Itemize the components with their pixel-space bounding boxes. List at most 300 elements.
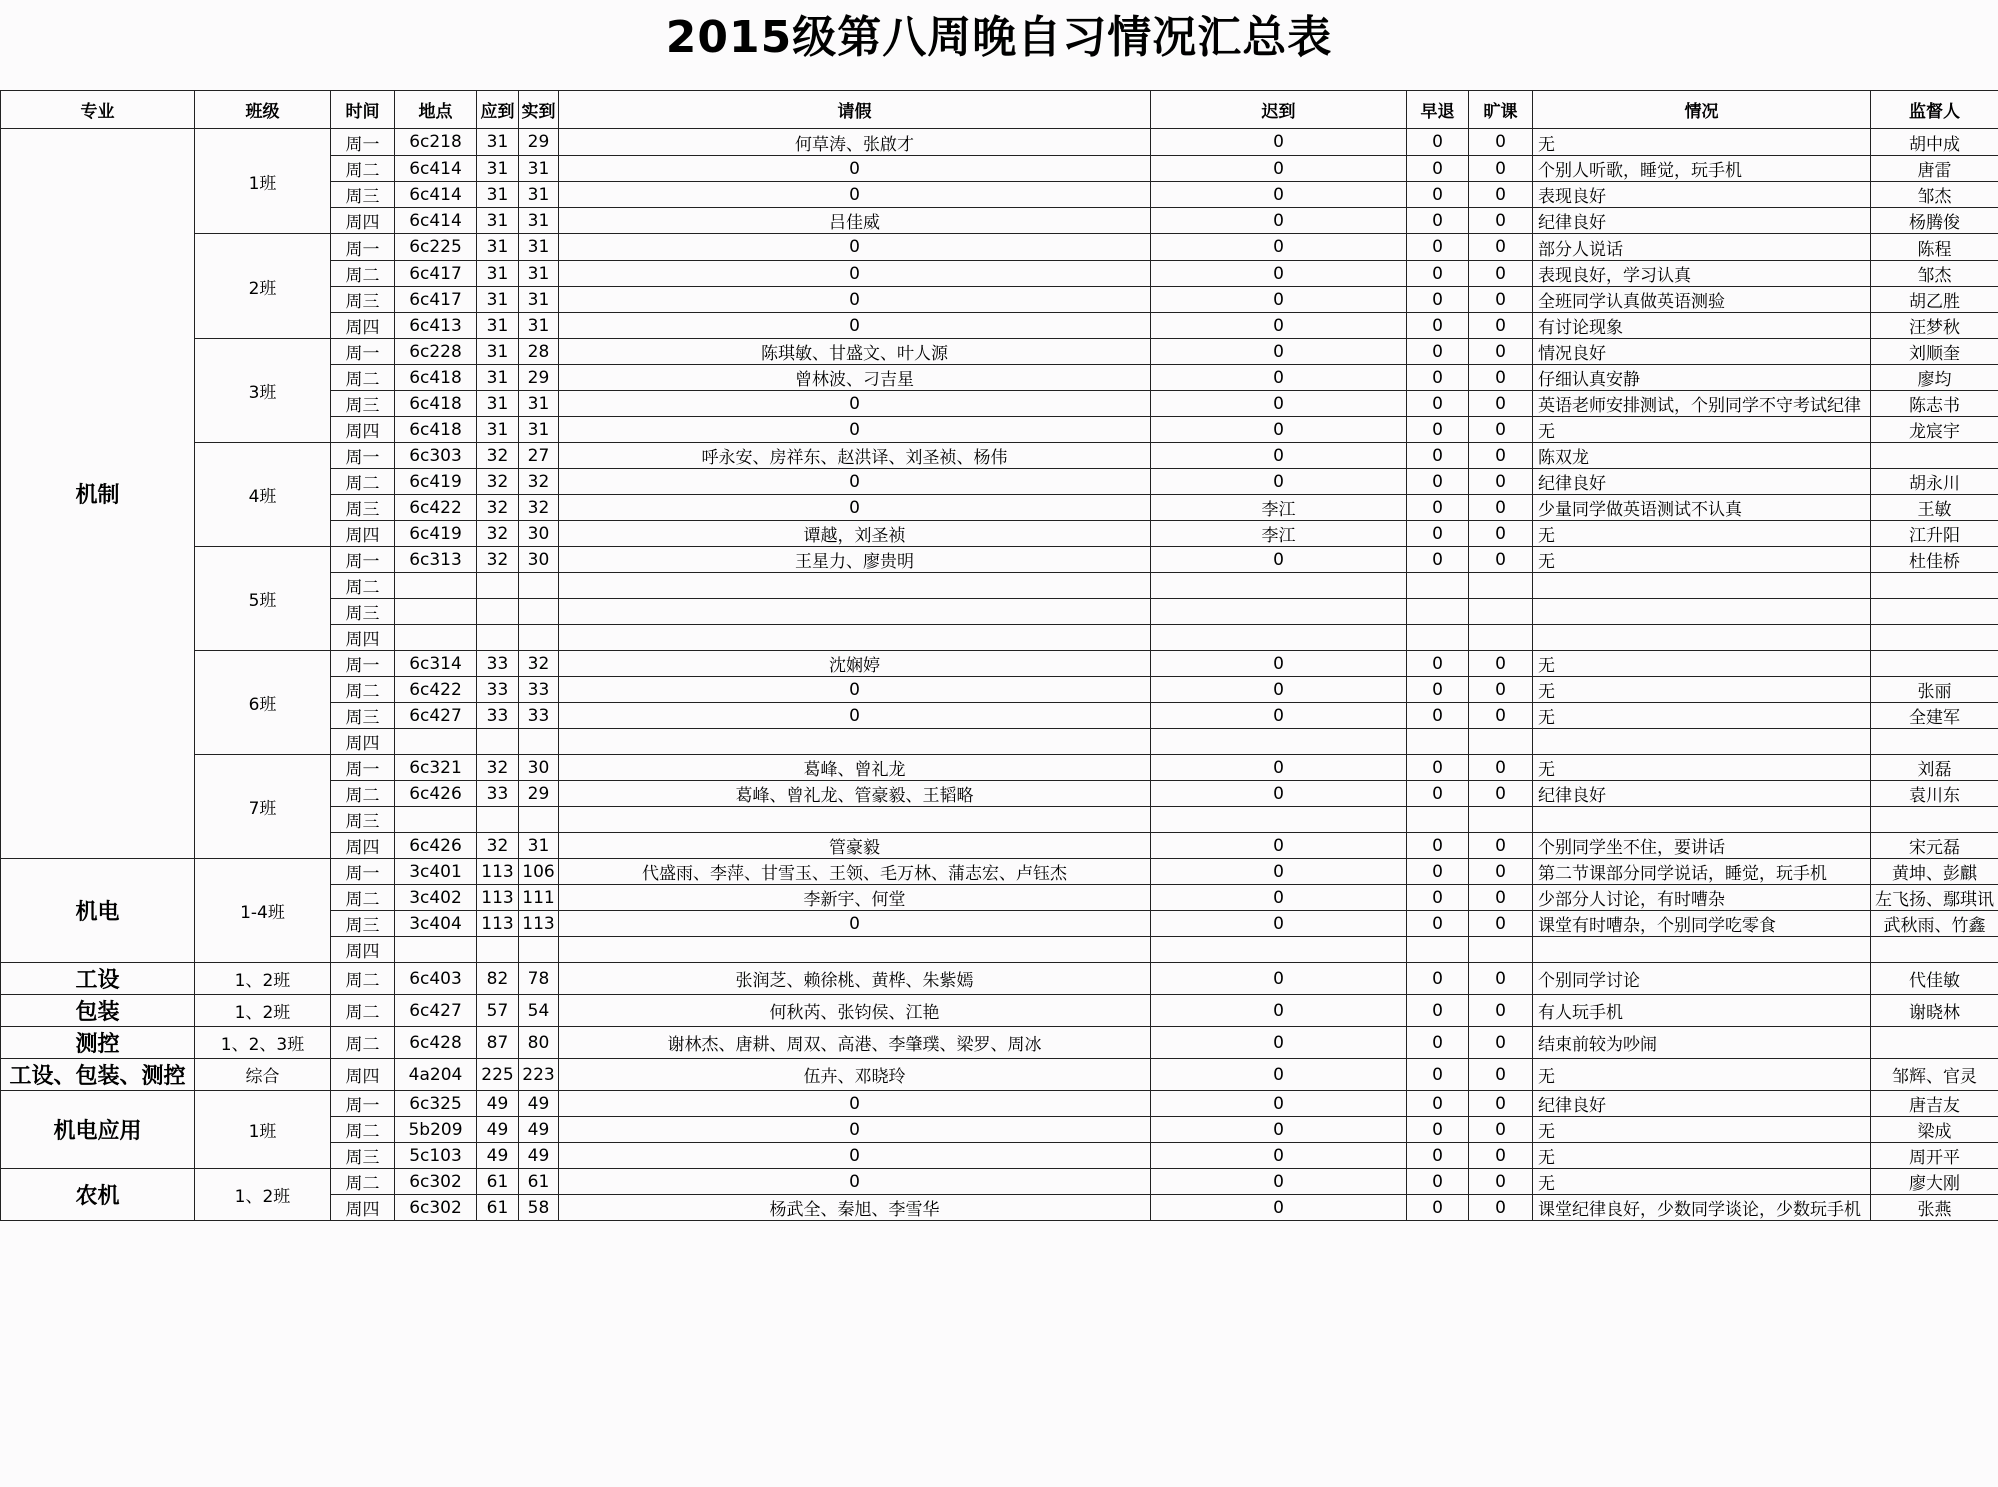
status-cell: 有人玩手机 xyxy=(1533,995,1871,1027)
late-cell: 0 xyxy=(1151,129,1407,156)
late-cell: 0 xyxy=(1151,1143,1407,1169)
expected-cell: 31 xyxy=(477,287,519,313)
late-cell: 0 xyxy=(1151,755,1407,781)
absent-cell: 0 xyxy=(1469,911,1533,937)
status-cell xyxy=(1533,599,1871,625)
early-leave-cell: 0 xyxy=(1407,208,1469,234)
early-leave-cell: 0 xyxy=(1407,677,1469,703)
status-cell: 英语老师安排测试，个别同学不守考试纪律 xyxy=(1533,391,1871,417)
present-cell: 31 xyxy=(519,313,559,339)
leave-cell: 代盛雨、李萍、甘雪玉、王领、毛万林、蒲志宏、卢钰杰 xyxy=(559,859,1151,885)
expected-cell: 32 xyxy=(477,469,519,495)
absent-cell: 0 xyxy=(1469,469,1533,495)
absent-cell: 0 xyxy=(1469,755,1533,781)
time-cell: 周四 xyxy=(331,313,395,339)
location-cell: 6c426 xyxy=(395,781,477,807)
time-cell: 周三 xyxy=(331,287,395,313)
status-cell: 表现良好，学习认真 xyxy=(1533,261,1871,287)
location-cell: 4a204 xyxy=(395,1059,477,1091)
status-cell xyxy=(1533,807,1871,833)
late-cell: 0 xyxy=(1151,1195,1407,1221)
supervisor-cell: 代佳敏 xyxy=(1871,963,1998,995)
expected-cell: 113 xyxy=(477,859,519,885)
location-cell: 6c303 xyxy=(395,443,477,469)
leave-cell: 沈娴婷 xyxy=(559,651,1151,677)
time-cell: 周二 xyxy=(331,963,395,995)
absent-cell: 0 xyxy=(1469,443,1533,469)
early-leave-cell: 0 xyxy=(1407,781,1469,807)
absent-cell: 0 xyxy=(1469,156,1533,182)
present-cell xyxy=(519,729,559,755)
time-cell: 周三 xyxy=(331,911,395,937)
header-cell: 时间 xyxy=(331,91,395,129)
early-leave-cell: 0 xyxy=(1407,313,1469,339)
expected-cell: 113 xyxy=(477,885,519,911)
time-cell: 周三 xyxy=(331,495,395,521)
leave-cell xyxy=(559,599,1151,625)
late-cell: 0 xyxy=(1151,781,1407,807)
status-cell: 表现良好 xyxy=(1533,182,1871,208)
absent-cell: 0 xyxy=(1469,651,1533,677)
late-cell: 0 xyxy=(1151,469,1407,495)
late-cell: 0 xyxy=(1151,287,1407,313)
supervisor-cell: 刘磊 xyxy=(1871,755,1998,781)
major-cell: 测控 xyxy=(1,1027,195,1059)
table-row xyxy=(1,755,1998,781)
absent-cell xyxy=(1469,937,1533,963)
early-leave-cell: 0 xyxy=(1407,469,1469,495)
late-cell xyxy=(1151,937,1407,963)
supervisor-cell xyxy=(1871,573,1998,599)
supervisor-cell: 邹辉、官灵 xyxy=(1871,1059,1998,1091)
present-cell: 31 xyxy=(519,234,559,261)
expected-cell: 82 xyxy=(477,963,519,995)
absent-cell: 0 xyxy=(1469,995,1533,1027)
absent-cell: 0 xyxy=(1469,1091,1533,1117)
expected-cell: 32 xyxy=(477,495,519,521)
expected-cell: 33 xyxy=(477,651,519,677)
location-cell: 3c402 xyxy=(395,885,477,911)
supervisor-cell xyxy=(1871,651,1998,677)
present-cell: 30 xyxy=(519,547,559,573)
absent-cell xyxy=(1469,599,1533,625)
header-cell: 实到 xyxy=(519,91,559,129)
location-cell: 6c414 xyxy=(395,182,477,208)
time-cell: 周三 xyxy=(331,391,395,417)
location-cell: 6c225 xyxy=(395,234,477,261)
major-cell: 机电应用 xyxy=(1,1091,195,1169)
time-cell: 周二 xyxy=(331,156,395,182)
location-cell: 6c218 xyxy=(395,129,477,156)
expected-cell: 33 xyxy=(477,677,519,703)
location-cell xyxy=(395,573,477,599)
leave-cell: 杨武全、秦旭、李雪华 xyxy=(559,1195,1151,1221)
location-cell xyxy=(395,599,477,625)
absent-cell: 0 xyxy=(1469,339,1533,365)
expected-cell: 32 xyxy=(477,443,519,469)
supervisor-cell: 左飞扬、鄢琪讯 xyxy=(1871,885,1998,911)
late-cell: 0 xyxy=(1151,339,1407,365)
present-cell: 31 xyxy=(519,833,559,859)
time-cell: 周一 xyxy=(331,651,395,677)
supervisor-cell xyxy=(1871,443,1998,469)
late-cell: 0 xyxy=(1151,234,1407,261)
late-cell: 0 xyxy=(1151,547,1407,573)
present-cell: 80 xyxy=(519,1027,559,1059)
status-cell: 无 xyxy=(1533,417,1871,443)
status-cell: 少量同学做英语测试不认真 xyxy=(1533,495,1871,521)
time-cell: 周一 xyxy=(331,234,395,261)
status-cell: 纪律良好 xyxy=(1533,781,1871,807)
present-cell xyxy=(519,937,559,963)
absent-cell: 0 xyxy=(1469,1059,1533,1091)
location-cell: 6c426 xyxy=(395,833,477,859)
location-cell: 6c403 xyxy=(395,963,477,995)
early-leave-cell: 0 xyxy=(1407,885,1469,911)
supervisor-cell: 唐雷 xyxy=(1871,156,1998,182)
status-cell: 陈双龙 xyxy=(1533,443,1871,469)
early-leave-cell: 0 xyxy=(1407,1117,1469,1143)
time-cell: 周四 xyxy=(331,1059,395,1091)
present-cell: 32 xyxy=(519,469,559,495)
early-leave-cell: 0 xyxy=(1407,495,1469,521)
expected-cell xyxy=(477,625,519,651)
supervisor-cell: 江升阳 xyxy=(1871,521,1998,547)
early-leave-cell: 0 xyxy=(1407,417,1469,443)
status-cell: 无 xyxy=(1533,129,1871,156)
expected-cell: 31 xyxy=(477,208,519,234)
supervisor-cell: 王敏 xyxy=(1871,495,1998,521)
early-leave-cell: 0 xyxy=(1407,156,1469,182)
class-cell: 1、2班 xyxy=(195,995,331,1027)
header-cell: 早退 xyxy=(1407,91,1469,129)
present-cell: 31 xyxy=(519,287,559,313)
location-cell: 6c321 xyxy=(395,755,477,781)
expected-cell: 61 xyxy=(477,1169,519,1195)
supervisor-cell: 袁川东 xyxy=(1871,781,1998,807)
time-cell: 周三 xyxy=(331,182,395,208)
status-cell: 个别同学讨论 xyxy=(1533,963,1871,995)
header-cell: 应到 xyxy=(477,91,519,129)
major-cell: 包装 xyxy=(1,995,195,1027)
absent-cell: 0 xyxy=(1469,417,1533,443)
time-cell: 周四 xyxy=(331,208,395,234)
early-leave-cell xyxy=(1407,573,1469,599)
time-cell: 周一 xyxy=(331,755,395,781)
leave-cell: 陈琪敏、甘盛文、叶人源 xyxy=(559,339,1151,365)
late-cell: 0 xyxy=(1151,1091,1407,1117)
time-cell: 周二 xyxy=(331,677,395,703)
location-cell xyxy=(395,937,477,963)
expected-cell: 32 xyxy=(477,547,519,573)
expected-cell: 87 xyxy=(477,1027,519,1059)
location-cell: 6c228 xyxy=(395,339,477,365)
expected-cell: 49 xyxy=(477,1143,519,1169)
status-cell: 仔细认真安静 xyxy=(1533,365,1871,391)
expected-cell: 31 xyxy=(477,156,519,182)
class-cell: 7班 xyxy=(195,755,331,859)
expected-cell xyxy=(477,573,519,599)
present-cell: 31 xyxy=(519,182,559,208)
status-cell: 结束前较为吵闹 xyxy=(1533,1027,1871,1059)
header-cell: 迟到 xyxy=(1151,91,1407,129)
early-leave-cell: 0 xyxy=(1407,287,1469,313)
location-cell: 3c404 xyxy=(395,911,477,937)
supervisor-cell: 谢晓林 xyxy=(1871,995,1998,1027)
expected-cell: 31 xyxy=(477,417,519,443)
supervisor-cell: 刘顺奎 xyxy=(1871,339,1998,365)
leave-cell: 谭越，刘圣祯 xyxy=(559,521,1151,547)
location-cell: 6c419 xyxy=(395,469,477,495)
present-cell: 31 xyxy=(519,391,559,417)
location-cell: 5c103 xyxy=(395,1143,477,1169)
leave-cell: 葛峰、曾礼龙 xyxy=(559,755,1151,781)
absent-cell: 0 xyxy=(1469,859,1533,885)
early-leave-cell: 0 xyxy=(1407,234,1469,261)
supervisor-cell: 黄坤、彭麒 xyxy=(1871,859,1998,885)
present-cell: 31 xyxy=(519,261,559,287)
early-leave-cell: 0 xyxy=(1407,261,1469,287)
late-cell xyxy=(1151,625,1407,651)
time-cell: 周二 xyxy=(331,781,395,807)
table-row xyxy=(1,547,1998,573)
late-cell: 0 xyxy=(1151,417,1407,443)
expected-cell: 31 xyxy=(477,391,519,417)
time-cell: 周二 xyxy=(331,365,395,391)
late-cell: 0 xyxy=(1151,391,1407,417)
expected-cell: 31 xyxy=(477,339,519,365)
early-leave-cell: 0 xyxy=(1407,703,1469,729)
class-cell: 1、2班 xyxy=(195,1169,331,1221)
leave-cell: 0 xyxy=(559,287,1151,313)
class-cell: 2班 xyxy=(195,234,331,339)
present-cell: 78 xyxy=(519,963,559,995)
early-leave-cell: 0 xyxy=(1407,963,1469,995)
leave-cell: 吕佳威 xyxy=(559,208,1151,234)
class-cell: 综合 xyxy=(195,1059,331,1091)
present-cell xyxy=(519,599,559,625)
status-cell: 无 xyxy=(1533,677,1871,703)
present-cell: 28 xyxy=(519,339,559,365)
header-cell: 地点 xyxy=(395,91,477,129)
absent-cell: 0 xyxy=(1469,182,1533,208)
leave-cell xyxy=(559,625,1151,651)
table-row xyxy=(1,129,1998,156)
late-cell: 0 xyxy=(1151,365,1407,391)
header-cell: 监督人 xyxy=(1871,91,1998,129)
leave-cell: 0 xyxy=(559,1169,1151,1195)
expected-cell xyxy=(477,729,519,755)
late-cell: 0 xyxy=(1151,156,1407,182)
present-cell: 27 xyxy=(519,443,559,469)
major-cell: 工设 xyxy=(1,963,195,995)
early-leave-cell xyxy=(1407,599,1469,625)
location-cell: 3c401 xyxy=(395,859,477,885)
absent-cell: 0 xyxy=(1469,547,1533,573)
supervisor-cell: 胡乙胜 xyxy=(1871,287,1998,313)
expected-cell xyxy=(477,937,519,963)
late-cell: 0 xyxy=(1151,995,1407,1027)
leave-cell: 张润芝、赖徐桃、黄桦、朱紫嫣 xyxy=(559,963,1151,995)
status-cell: 课堂纪律良好，少数同学谈论，少数玩手机 xyxy=(1533,1195,1871,1221)
class-cell: 3班 xyxy=(195,339,331,443)
early-leave-cell: 0 xyxy=(1407,129,1469,156)
late-cell: 0 xyxy=(1151,677,1407,703)
present-cell xyxy=(519,807,559,833)
location-cell: 6c418 xyxy=(395,391,477,417)
early-leave-cell: 0 xyxy=(1407,651,1469,677)
class-cell: 5班 xyxy=(195,547,331,651)
supervisor-cell: 张燕 xyxy=(1871,1195,1998,1221)
status-cell: 课堂有时嘈杂，个别同学吃零食 xyxy=(1533,911,1871,937)
class-cell: 1、2、3班 xyxy=(195,1027,331,1059)
absent-cell: 0 xyxy=(1469,885,1533,911)
leave-cell: 王星力、廖贵明 xyxy=(559,547,1151,573)
header-cell: 旷课 xyxy=(1469,91,1533,129)
present-cell: 58 xyxy=(519,1195,559,1221)
expected-cell: 31 xyxy=(477,129,519,156)
present-cell: 49 xyxy=(519,1091,559,1117)
absent-cell xyxy=(1469,625,1533,651)
location-cell xyxy=(395,807,477,833)
late-cell: 0 xyxy=(1151,208,1407,234)
expected-cell: 32 xyxy=(477,833,519,859)
late-cell: 0 xyxy=(1151,313,1407,339)
location-cell: 6c302 xyxy=(395,1169,477,1195)
time-cell: 周三 xyxy=(331,807,395,833)
table-body xyxy=(1,129,1998,1221)
leave-cell xyxy=(559,573,1151,599)
early-leave-cell: 0 xyxy=(1407,833,1469,859)
supervisor-cell: 龙宸宇 xyxy=(1871,417,1998,443)
expected-cell: 31 xyxy=(477,365,519,391)
leave-cell: 管豪毅 xyxy=(559,833,1151,859)
leave-cell: 0 xyxy=(559,469,1151,495)
location-cell: 6c422 xyxy=(395,677,477,703)
supervisor-cell: 廖大刚 xyxy=(1871,1169,1998,1195)
status-cell: 情况良好 xyxy=(1533,339,1871,365)
supervisor-cell xyxy=(1871,1027,1998,1059)
early-leave-cell xyxy=(1407,937,1469,963)
supervisor-cell: 全建军 xyxy=(1871,703,1998,729)
present-cell: 111 xyxy=(519,885,559,911)
present-cell: 223 xyxy=(519,1059,559,1091)
leave-cell: 0 xyxy=(559,1143,1151,1169)
leave-cell: 0 xyxy=(559,234,1151,261)
absent-cell: 0 xyxy=(1469,521,1533,547)
time-cell: 周二 xyxy=(331,261,395,287)
early-leave-cell: 0 xyxy=(1407,391,1469,417)
expected-cell xyxy=(477,599,519,625)
expected-cell: 113 xyxy=(477,911,519,937)
leave-cell: 0 xyxy=(559,417,1151,443)
location-cell: 6c419 xyxy=(395,521,477,547)
supervisor-cell: 陈志书 xyxy=(1871,391,1998,417)
supervisor-cell: 陈程 xyxy=(1871,234,1998,261)
leave-cell: 0 xyxy=(559,911,1151,937)
late-cell: 0 xyxy=(1151,1027,1407,1059)
table-row xyxy=(1,1059,1998,1091)
present-cell: 29 xyxy=(519,781,559,807)
absent-cell: 0 xyxy=(1469,1117,1533,1143)
late-cell: 0 xyxy=(1151,443,1407,469)
early-leave-cell: 0 xyxy=(1407,365,1469,391)
location-cell: 6c313 xyxy=(395,547,477,573)
absent-cell: 0 xyxy=(1469,261,1533,287)
status-cell: 少部分人讨论，有时嘈杂 xyxy=(1533,885,1871,911)
supervisor-cell: 宋元磊 xyxy=(1871,833,1998,859)
class-cell: 1班 xyxy=(195,1091,331,1169)
early-leave-cell xyxy=(1407,807,1469,833)
late-cell: 0 xyxy=(1151,182,1407,208)
header-cell: 情况 xyxy=(1533,91,1871,129)
supervisor-cell: 武秋雨、竹鑫 xyxy=(1871,911,1998,937)
present-cell: 30 xyxy=(519,521,559,547)
location-cell: 6c414 xyxy=(395,156,477,182)
absent-cell: 0 xyxy=(1469,1143,1533,1169)
present-cell: 29 xyxy=(519,365,559,391)
status-cell: 有讨论现象 xyxy=(1533,313,1871,339)
early-leave-cell: 0 xyxy=(1407,859,1469,885)
expected-cell: 31 xyxy=(477,261,519,287)
time-cell: 周四 xyxy=(331,625,395,651)
present-cell: 106 xyxy=(519,859,559,885)
major-cell: 农机 xyxy=(1,1169,195,1221)
early-leave-cell: 0 xyxy=(1407,182,1469,208)
late-cell: 李江 xyxy=(1151,495,1407,521)
expected-cell: 31 xyxy=(477,182,519,208)
absent-cell: 0 xyxy=(1469,703,1533,729)
time-cell: 周三 xyxy=(331,1143,395,1169)
status-cell: 无 xyxy=(1533,1117,1871,1143)
supervisor-cell: 杨腾俊 xyxy=(1871,208,1998,234)
supervisor-cell: 胡永川 xyxy=(1871,469,1998,495)
time-cell: 周四 xyxy=(331,1195,395,1221)
time-cell: 周一 xyxy=(331,339,395,365)
time-cell: 周一 xyxy=(331,1091,395,1117)
present-cell: 33 xyxy=(519,677,559,703)
early-leave-cell: 0 xyxy=(1407,443,1469,469)
absent-cell: 0 xyxy=(1469,833,1533,859)
supervisor-cell xyxy=(1871,625,1998,651)
late-cell: 0 xyxy=(1151,1059,1407,1091)
major-cell: 机电 xyxy=(1,859,195,963)
early-leave-cell: 0 xyxy=(1407,1059,1469,1091)
late-cell: 0 xyxy=(1151,1169,1407,1195)
header-cell: 班级 xyxy=(195,91,331,129)
absent-cell: 0 xyxy=(1469,1195,1533,1221)
supervisor-cell: 杜佳桥 xyxy=(1871,547,1998,573)
supervisor-cell: 廖均 xyxy=(1871,365,1998,391)
expected-cell xyxy=(477,807,519,833)
absent-cell: 0 xyxy=(1469,677,1533,703)
absent-cell: 0 xyxy=(1469,391,1533,417)
summary-table xyxy=(0,90,1998,1221)
time-cell: 周二 xyxy=(331,1027,395,1059)
late-cell: 0 xyxy=(1151,833,1407,859)
time-cell: 周四 xyxy=(331,937,395,963)
late-cell: 0 xyxy=(1151,261,1407,287)
late-cell: 李江 xyxy=(1151,521,1407,547)
table-row xyxy=(1,234,1998,261)
leave-cell: 0 xyxy=(559,261,1151,287)
late-cell: 0 xyxy=(1151,885,1407,911)
status-cell xyxy=(1533,625,1871,651)
late-cell: 0 xyxy=(1151,1117,1407,1143)
supervisor-cell: 梁成 xyxy=(1871,1117,1998,1143)
present-cell: 30 xyxy=(519,755,559,781)
present-cell: 32 xyxy=(519,651,559,677)
